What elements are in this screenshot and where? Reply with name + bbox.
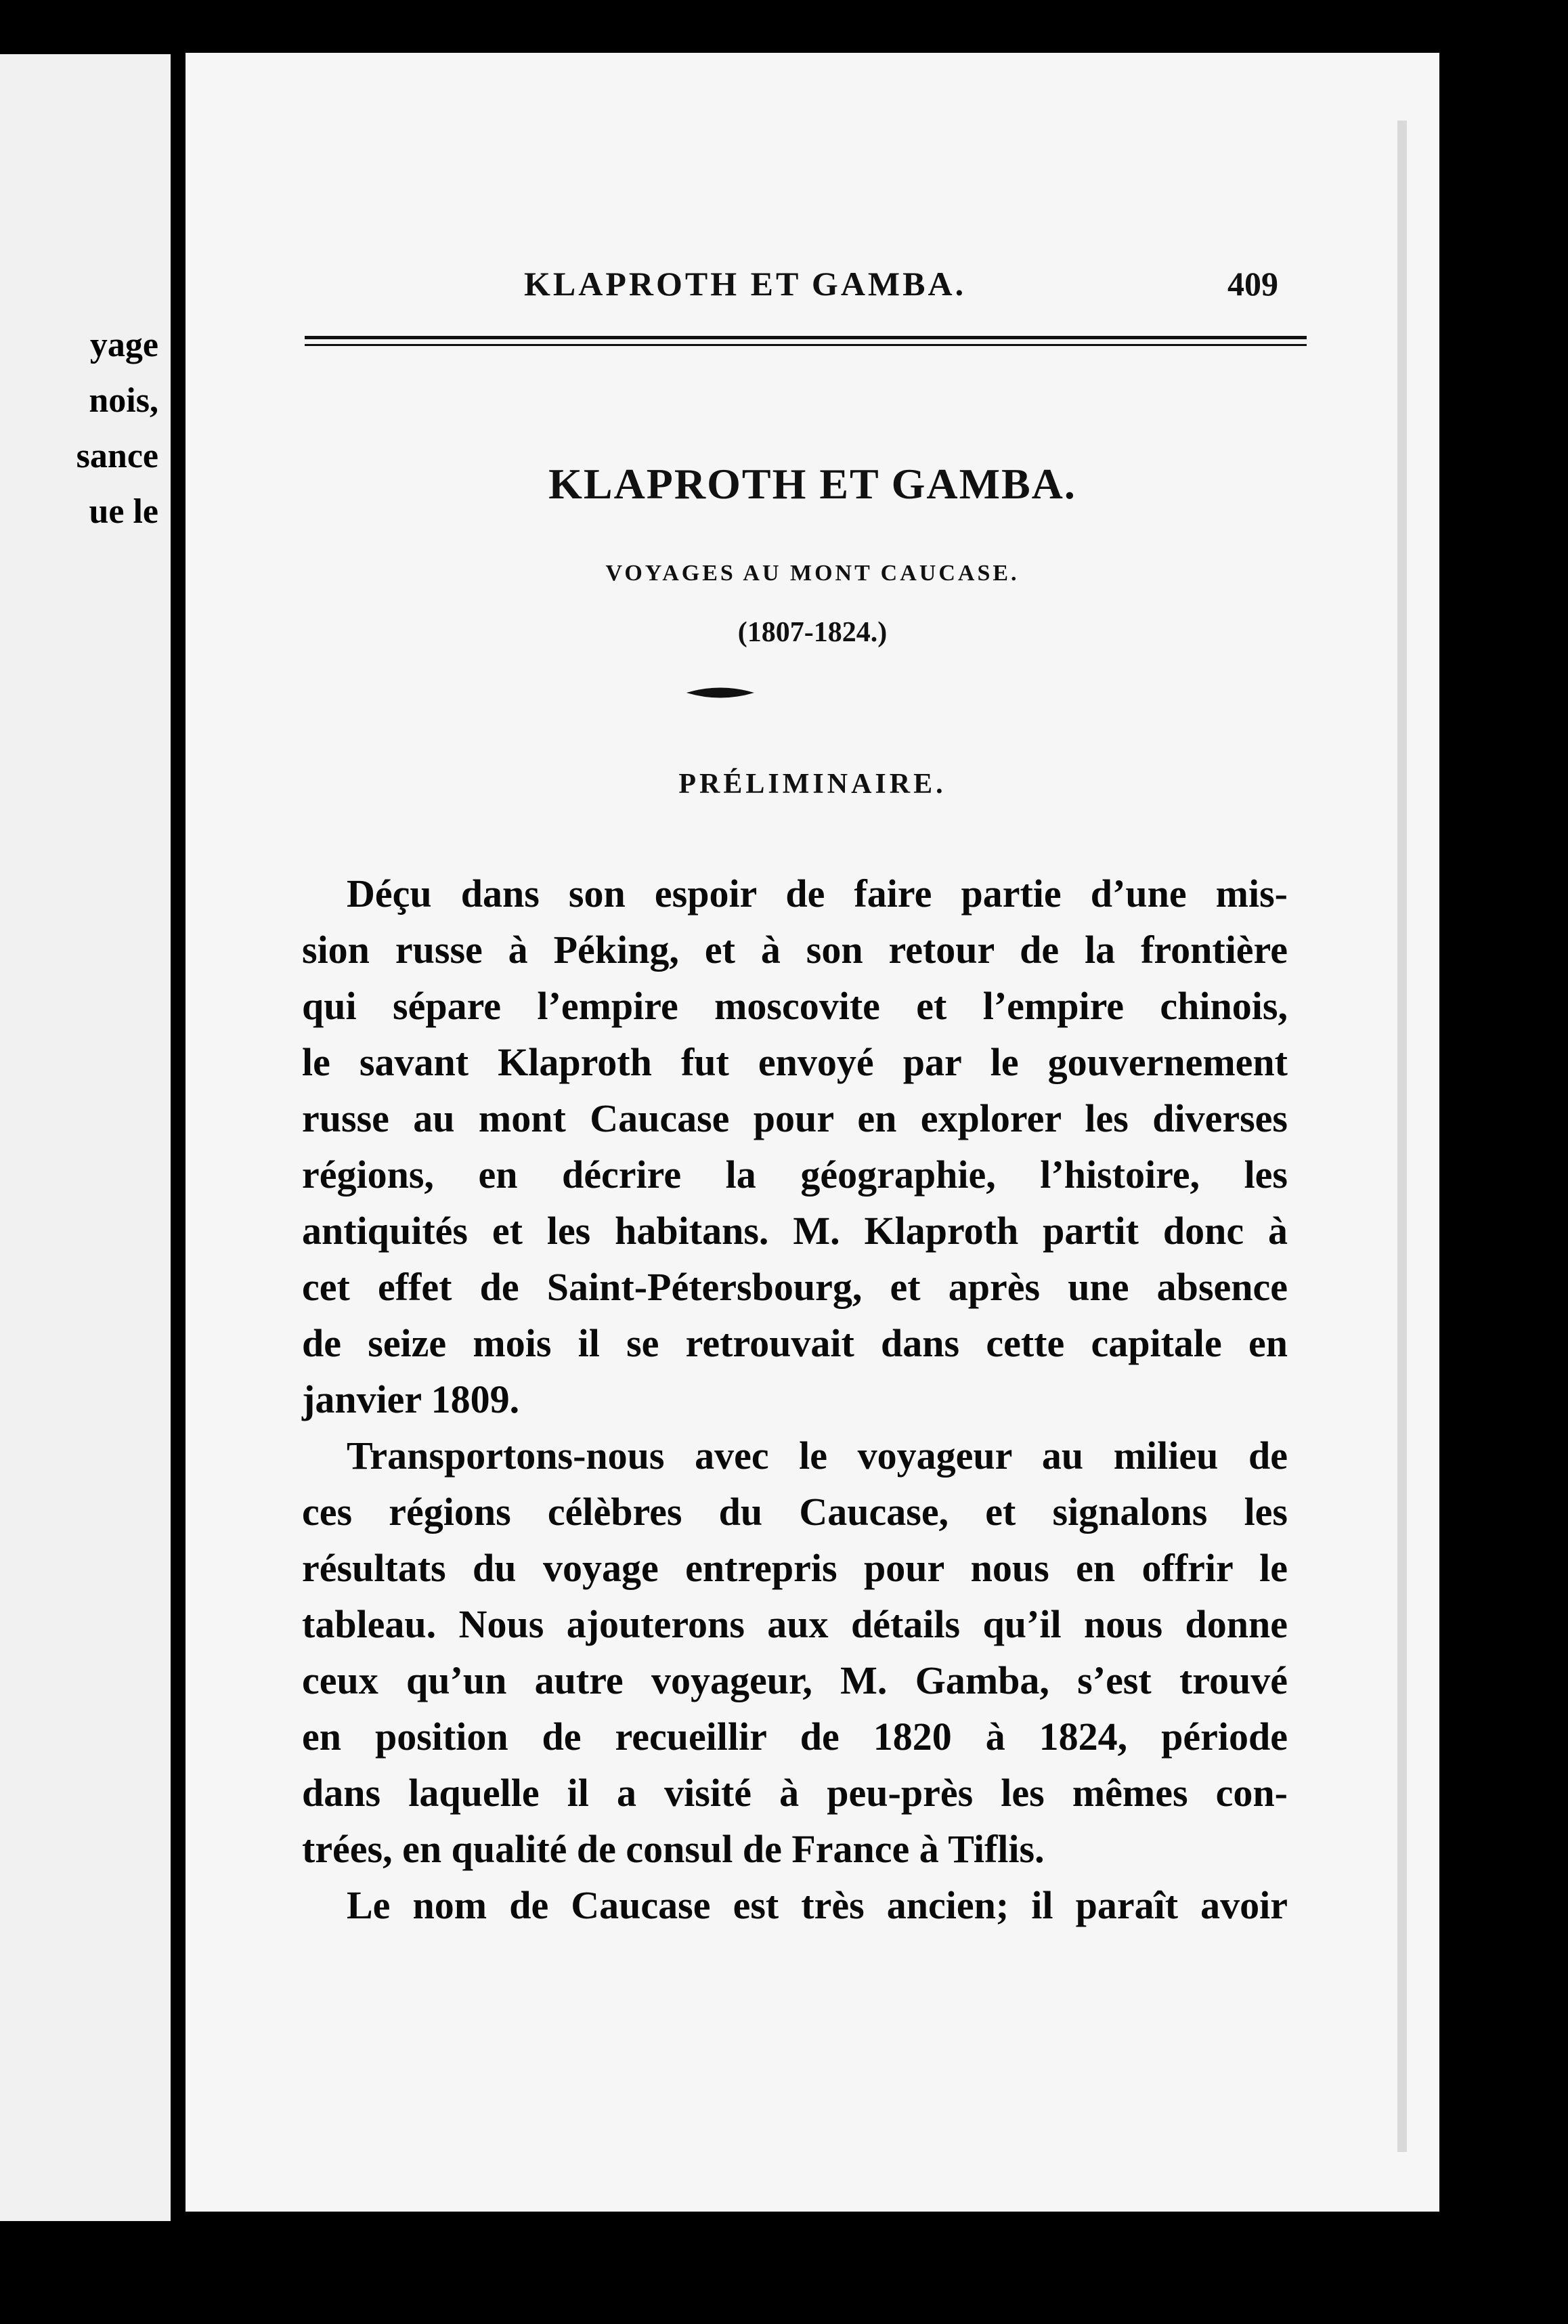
book-gutter bbox=[171, 41, 186, 2241]
chapter-title: KLAPROTH ET GAMBA. bbox=[548, 460, 1076, 508]
chapter-dates: (1807-1824.) bbox=[737, 617, 888, 648]
text-line: tableau. Nous ajouterons aux détails qu’il nous donne bbox=[302, 1602, 1288, 1646]
facing-page-word: ue le bbox=[89, 492, 158, 531]
text-line: en position de recueillir de 1820 à 1824, période bbox=[302, 1715, 1288, 1759]
text-line: régions, en décrire la géographie, l’histoire, les bbox=[302, 1153, 1288, 1197]
text-line: le savant Klaproth fut envoyé par le gouvernement bbox=[302, 1040, 1288, 1084]
text-line: russe au mont Caucase pour en explorer les diverses bbox=[302, 1096, 1288, 1140]
chapter-subtitle: VOYAGES AU MONT CAUCASE. bbox=[605, 561, 1020, 586]
page-edge bbox=[1397, 121, 1407, 2152]
text-line: cet effet de Saint-Pétersbourg, et après une absence bbox=[302, 1265, 1288, 1309]
section-heading: PRÉLIMINAIRE. bbox=[678, 769, 946, 800]
header-rule bbox=[305, 336, 1307, 346]
text-line: qui sépare l’empire moscovite et l’empire chinois, bbox=[302, 984, 1288, 1028]
facing-page-word: nois, bbox=[89, 381, 158, 420]
book-page bbox=[186, 53, 1439, 2212]
text-line: Déçu dans son espoir de faire partie d’une mis- bbox=[347, 872, 1288, 916]
text-line: ces régions célèbres du Caucase, et signalons les bbox=[302, 1490, 1288, 1534]
text-line: de seize mois il se retrouvait dans cette capitale en bbox=[302, 1321, 1288, 1365]
text-line: dans laquelle il a visité à peu-près les mêmes con- bbox=[302, 1771, 1288, 1815]
text-line: janvier 1809. bbox=[302, 1377, 520, 1421]
text-line: trées, en qualité de consul de France à Tiflis. bbox=[302, 1827, 1045, 1871]
text-line: sion russe à Péking, et à son retour de la frontière bbox=[302, 928, 1288, 972]
text-line: Transportons-nous avec le voyageur au milieu de bbox=[347, 1434, 1288, 1478]
facing-page-word: sance bbox=[76, 437, 158, 475]
facing-page-fragment bbox=[0, 54, 171, 2221]
ornament-divider bbox=[687, 683, 754, 703]
page-header bbox=[186, 264, 1439, 318]
text-line: antiquités et les habitans. M. Klaproth partit donc à bbox=[302, 1209, 1288, 1253]
running-head: KLAPROTH ET GAMBA. bbox=[524, 265, 967, 303]
body-text bbox=[302, 865, 1288, 1933]
text-line: Le nom de Caucase est très ancien; il paraît avoir bbox=[347, 1883, 1288, 1927]
text-line: ceux qu’un autre voyageur, M. Gamba, s’est trouvé bbox=[302, 1658, 1288, 1702]
page-number: 409 bbox=[1227, 265, 1278, 303]
text-line: résultats du voyage entrepris pour nous en offrir le bbox=[302, 1546, 1288, 1590]
facing-page-word: yage bbox=[89, 326, 158, 364]
